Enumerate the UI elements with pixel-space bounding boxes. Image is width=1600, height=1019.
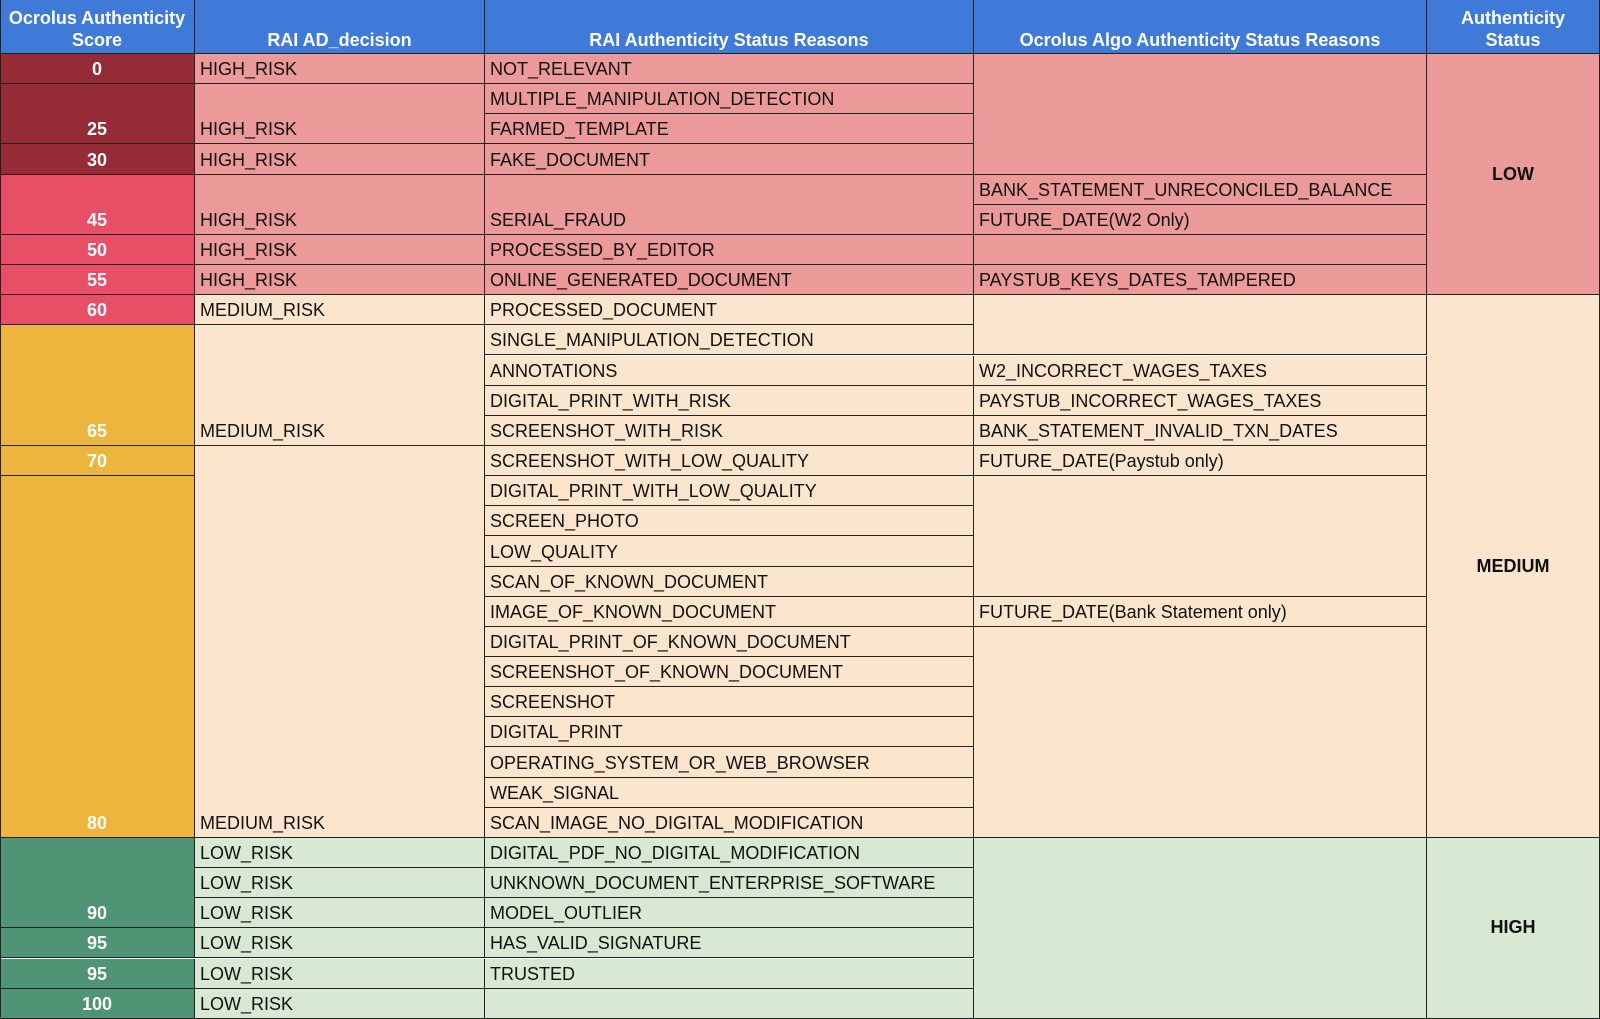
status-cell: MEDIUM — [1427, 295, 1600, 838]
reason-cell: SCREENSHOT_OF_KNOWN_DOCUMENT — [485, 657, 974, 687]
reason-cell: SERIAL_FRAUD — [485, 175, 974, 235]
decision-cell: MEDIUM_RISK — [195, 325, 485, 446]
algo-reason-cell — [974, 627, 1427, 838]
reason-cell: DIGITAL_PRINT_WITH_LOW_QUALITY — [485, 476, 974, 506]
decision-cell: MEDIUM_RISK — [195, 446, 485, 838]
reason-cell: DIGITAL_PDF_NO_DIGITAL_MODIFICATION — [485, 838, 974, 868]
algo-reason-cell — [974, 838, 1427, 1019]
reason-cell: IMAGE_OF_KNOWN_DOCUMENT — [485, 597, 974, 627]
status-cell: LOW — [1427, 54, 1600, 295]
reason-cell: ONLINE_GENERATED_DOCUMENT — [485, 265, 974, 295]
status-cell: HIGH — [1427, 838, 1600, 1019]
algo-reason-cell: FUTURE_DATE(Paystub only) — [974, 446, 1427, 476]
header-score: Ocrolus Authenticity Score — [0, 0, 195, 54]
score-cell: 30 — [0, 144, 195, 174]
algo-reason-cell: FUTURE_DATE(Bank Statement only) — [974, 597, 1427, 627]
decision-cell: HIGH_RISK — [195, 144, 485, 174]
reason-cell: HAS_VALID_SIGNATURE — [485, 928, 974, 958]
reason-cell: FAKE_DOCUMENT — [485, 144, 974, 174]
reason-cell: MULTIPLE_MANIPULATION_DETECTION — [485, 84, 974, 114]
reason-cell: SCREENSHOT_WITH_LOW_QUALITY — [485, 446, 974, 476]
algo-reason-cell: FUTURE_DATE(W2 Only) — [974, 205, 1427, 235]
algo-reason-cell: BANK_STATEMENT_INVALID_TXN_DATES — [974, 416, 1427, 446]
algo-reason-cell — [974, 476, 1427, 597]
reason-cell: WEAK_SIGNAL — [485, 778, 974, 808]
score-cell: 0 — [0, 54, 195, 84]
algo-reason-cell: PAYSTUB_INCORRECT_WAGES_TAXES — [974, 386, 1427, 416]
reason-cell: DIGITAL_PRINT_OF_KNOWN_DOCUMENT — [485, 627, 974, 657]
score-cell: 80 — [0, 476, 195, 838]
reason-cell: UNKNOWN_DOCUMENT_ENTERPRISE_SOFTWARE — [485, 868, 974, 898]
reason-cell: NOT_RELEVANT — [485, 54, 974, 84]
score-cell: 55 — [0, 265, 195, 295]
algo-reason-cell — [974, 54, 1427, 175]
reason-cell: SCREEN_PHOTO — [485, 506, 974, 536]
reason-cell: SINGLE_MANIPULATION_DETECTION — [485, 325, 974, 355]
algo-reason-cell: W2_INCORRECT_WAGES_TAXES — [974, 356, 1427, 386]
decision-cell: LOW_RISK — [195, 959, 485, 989]
score-cell: 25 — [0, 84, 195, 144]
decision-cell: LOW_RISK — [195, 838, 485, 868]
reason-cell: SCREENSHOT — [485, 687, 974, 717]
reason-cell: LOW_QUALITY — [485, 536, 974, 566]
decision-cell: HIGH_RISK — [195, 235, 485, 265]
decision-cell: HIGH_RISK — [195, 265, 485, 295]
decision-cell: HIGH_RISK — [195, 84, 485, 144]
decision-cell: LOW_RISK — [195, 868, 485, 898]
reason-cell: ANNOTATIONS — [485, 356, 974, 386]
reason-cell: SCREENSHOT_WITH_RISK — [485, 416, 974, 446]
header-decision: RAI AD_decision — [195, 0, 485, 54]
score-cell: 100 — [0, 989, 195, 1019]
reason-cell: SCAN_OF_KNOWN_DOCUMENT — [485, 567, 974, 597]
algo-reason-cell: BANK_STATEMENT_UNRECONCILED_BALANCE — [974, 175, 1427, 205]
decision-cell: LOW_RISK — [195, 898, 485, 928]
table-left-border — [0, 0, 1, 1017]
reason-cell: TRUSTED — [485, 959, 974, 989]
score-cell: 70 — [0, 446, 195, 476]
score-cell: 50 — [0, 235, 195, 265]
reason-cell: DIGITAL_PRINT — [485, 717, 974, 747]
score-cell: 95 — [0, 928, 195, 958]
score-cell: 65 — [0, 325, 195, 446]
score-cell: 45 — [0, 175, 195, 235]
decision-cell: LOW_RISK — [195, 928, 485, 958]
header-algo: Ocrolus Algo Authenticity Status Reasons — [974, 0, 1427, 54]
score-cell: 60 — [0, 295, 195, 325]
decision-cell: LOW_RISK — [195, 989, 485, 1019]
algo-reason-cell: PAYSTUB_KEYS_DATES_TAMPERED — [974, 265, 1427, 295]
score-cell: 95 — [0, 959, 195, 989]
header-status: Authenticity Status — [1427, 0, 1600, 54]
decision-cell: HIGH_RISK — [195, 175, 485, 235]
reason-cell: SCAN_IMAGE_NO_DIGITAL_MODIFICATION — [485, 808, 974, 838]
reason-cell: OPERATING_SYSTEM_OR_WEB_BROWSER — [485, 747, 974, 777]
decision-cell: MEDIUM_RISK — [195, 295, 485, 325]
reason-cell — [485, 989, 974, 1019]
reason-cell: PROCESSED_BY_EDITOR — [485, 235, 974, 265]
reason-cell: FARMED_TEMPLATE — [485, 114, 974, 144]
reason-cell: MODEL_OUTLIER — [485, 898, 974, 928]
algo-reason-cell — [974, 295, 1427, 355]
algo-reason-cell — [974, 235, 1427, 265]
decision-cell: HIGH_RISK — [195, 54, 485, 84]
header-reasons: RAI Authenticity Status Reasons — [485, 0, 974, 54]
reason-cell: DIGITAL_PRINT_WITH_RISK — [485, 386, 974, 416]
reason-cell: PROCESSED_DOCUMENT — [485, 295, 974, 325]
score-cell: 90 — [0, 838, 195, 928]
